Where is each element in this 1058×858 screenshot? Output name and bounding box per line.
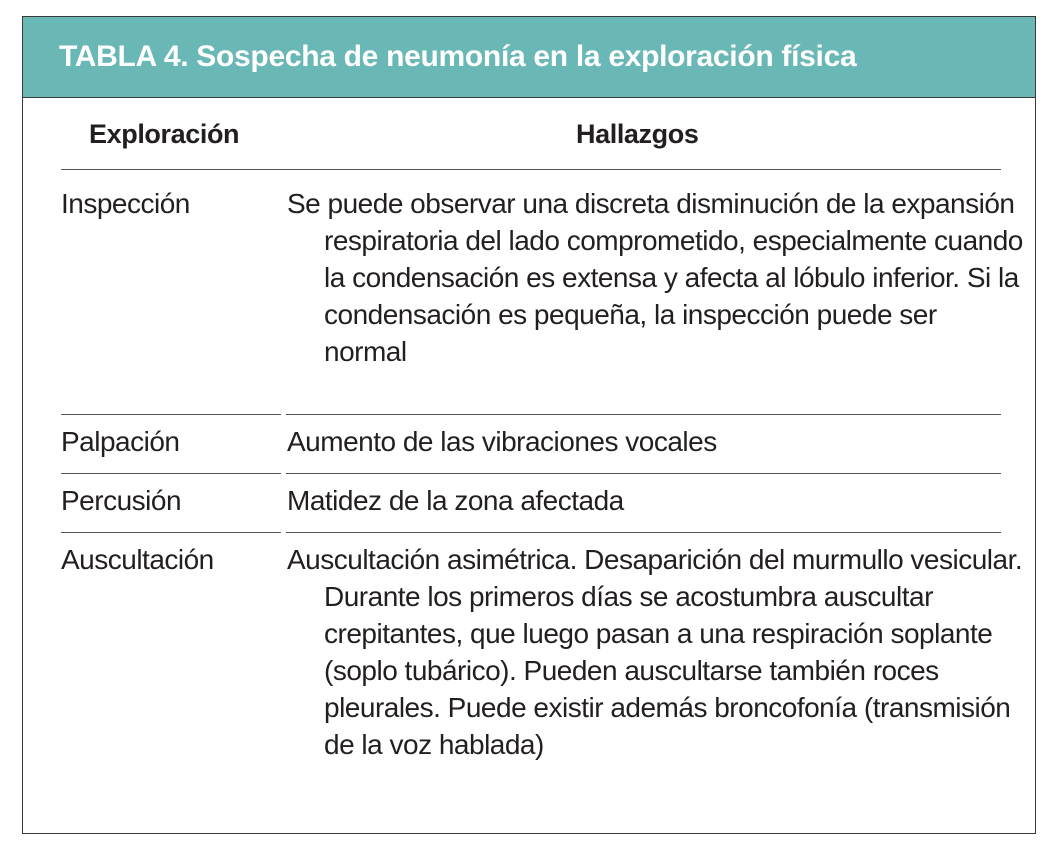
row-exploracion-cell: Auscultación [61, 544, 214, 575]
row-hallazgos-cell: Matidez de la zona afectada [287, 485, 624, 516]
table-title-bar [23, 17, 1035, 98]
table-row-palpacion [61, 415, 1001, 474]
row-hallazgos-cell: Auscultación asimétrica. Desaparición del murmullo vesicular. Durante los primeros días se acostumbra auscultar crepitantes, que luego pasan a una respiración soplante (soplo tubárico). Pueden auscultarse también roces pleurales. Puede existir además broncofonía (transmisión de la voz hablada) [287, 544, 1023, 760]
table-row-auscultacion [61, 533, 1023, 823]
row-exploracion-cell: Inspección [61, 188, 190, 219]
column-header-exploracion: Exploración [89, 119, 240, 149]
table-header-row [61, 117, 1001, 170]
table-title: TABLA 4. Sospecha de neumonía en la exploración física [59, 40, 857, 73]
column-header-hallazgos: Hallazgos [576, 119, 699, 149]
table-row-percusion [61, 474, 1001, 533]
row-hallazgos-cell: Se puede observar una discreta disminución de la expansión respiratoria del lado comprometido, especialmente cuando la condensación es extensa y afecta al lóbulo inferior. Si la condensación es pequeña, la inspección puede ser normal [287, 188, 1023, 367]
row-hallazgos-cell: Aumento de las vibraciones vocales [287, 426, 717, 457]
row-exploracion-cell: Palpación [61, 426, 180, 457]
findings-table [22, 16, 1036, 834]
row-exploracion-cell: Percusión [61, 485, 182, 516]
table-row-inspeccion [61, 177, 1023, 415]
